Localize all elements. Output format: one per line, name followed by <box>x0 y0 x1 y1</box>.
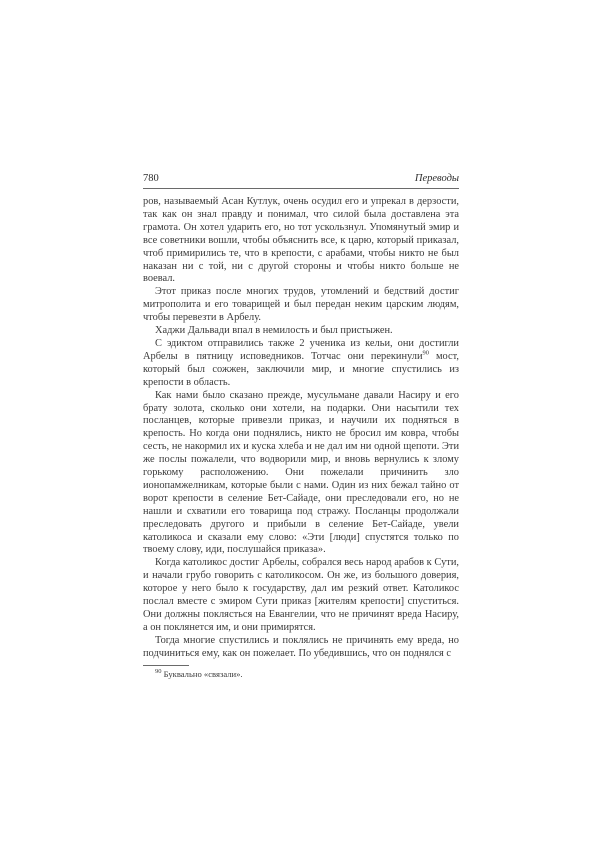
body-text <box>143 196 459 661</box>
footnote-marker: 90 <box>422 349 430 357</box>
footnote-text: Буквально «связали». <box>163 668 243 679</box>
footnotes <box>143 669 459 680</box>
paragraph: ров, называемый Асан Кутлук, очень осудил его и упрекал в дерзости, так как он знал правду и понимал, что силой была доставлена эта грамота. Он хотел ударить его, но тот ускользнул. Упомянутый эмир и все советники вошли, чтобы объяснить все, к царю, который приказал, чтоб примирились те, что в крепости, с арабами, чтобы никто не был наказан ни с той, ни с другой стороны и чтобы никто больше не воевал. <box>143 196 459 285</box>
running-head <box>143 172 459 189</box>
paragraph: Этот приказ после многих трудов, утомлений и бедствий достиг митрополита и его товарищей и был передан неким царским людям, чтобы перевезти в Арбелу. <box>143 286 459 324</box>
paragraph: Когда католикос достиг Арбелы, собрался весь народ арабов к Сути, и начали грубо говорить с католикосом. Он же, из большого доверия, которое у него было к государству, дал им резкий ответ. Католикос послал вместе с эмиром Сути приказ [жителям крепости] спуститься. Они должны поклясться на Евангелии, что не причинят вреда Насиру, а он поклянется им, и они примирятся. <box>143 557 459 633</box>
book-page <box>143 172 459 680</box>
page-number: 780 <box>143 173 159 184</box>
footnote-number: 90 <box>155 667 162 675</box>
paragraph: Как нами было сказано прежде, мусульмане давали Насиру и его брату золота, сколько они хотели, на подарки. Они насытили тех посланцев, которые привезли приказ, и научили их подняться в крепость. Но когда они поднялись, никто не бросил им ковра, чтобы сесть, не накормил их и куска хлеба и не дал им ни одной щепоти. Эти же послы пожалели, что водворили мир, и вновь вернулись к злому горькому расположению. Они пожелали причинить зло ионопамжелникам, которые были с нами. Один из них бежал тайно от ворот крепости в селение Бет-Сайаде, они преследовали его, но не нашли и схватили его товарища под стражу. Посланцы продолжали преследовать другого и прибыли в селение Бет-Сайаде, увели католикоса и сказали ему слово: «Эти [люди] спустятся только по твоему слову, иди, послушайся приказа». <box>143 389 459 556</box>
paragraph: Тогда многие спустились и поклялись не причинять ему вреда, но подчиниться ему, как он пожелает. По убедившись, что он поднялся с <box>143 634 459 659</box>
paragraph-text: С эдиктом отправились также 2 ученика из кельи, они достигли Арбелы в пятницу исповедников. Тотчас они перекинули <box>143 337 459 362</box>
footnote-divider <box>143 665 189 666</box>
section-title: Переводы <box>414 173 459 184</box>
paragraph <box>143 338 459 390</box>
paragraph-text: мост, который был сожжен, заключили мир, и многие спустились из крепости в область. <box>143 350 459 388</box>
paragraph: Хаджи Дальвади впал в немилость и был пристыжен. <box>155 325 393 337</box>
